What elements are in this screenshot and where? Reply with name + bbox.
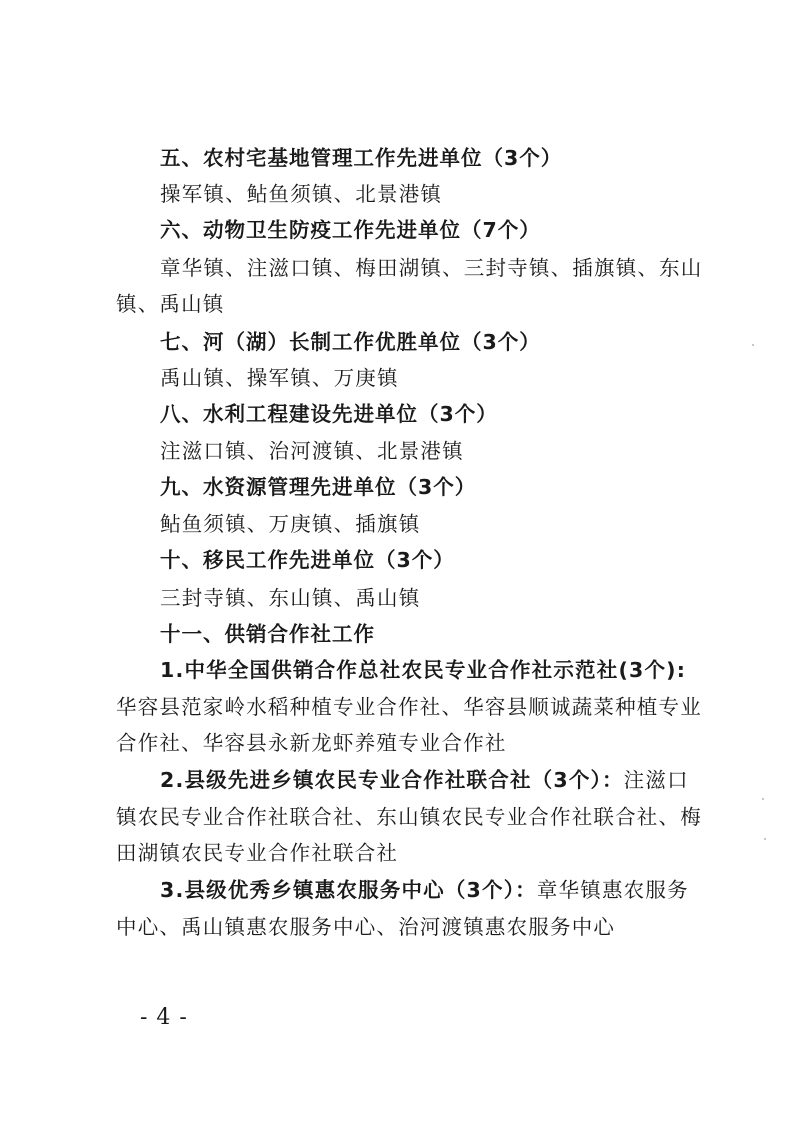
subitem-2-line1 [160, 762, 689, 798]
section-body-5: 操军镇、鲇鱼须镇、北景港镇 [160, 182, 443, 206]
section-heading-7: 七、河（湖）长制工作优胜单位（3个） [160, 330, 541, 354]
section-body-8: 注滋口镇、治河渡镇、北景港镇 [160, 439, 464, 463]
scan-speck [762, 798, 764, 800]
page-number: - 4 - [140, 1005, 188, 1030]
section-body-6-line1: 章华镇、注滋口镇、梅田湖镇、三封寺镇、插旗镇、东山 [160, 256, 703, 280]
subitem-1-line2: 华容县范家岭水稻种植专业合作社、华容县顺诚蔬菜种植专业 [116, 695, 702, 719]
section-heading-11: 十一、供销合作社工作 [160, 622, 375, 646]
subitem-2-line3: 田湖镇农民专业合作社联合社 [116, 841, 399, 865]
subitem-1-title: 1.中华全国供销合作总社农民专业合作社示范社(3个): [160, 658, 687, 682]
section-body-10: 三封寺镇、东山镇、禹山镇 [160, 586, 421, 610]
section-body-7: 禹山镇、操军镇、万庚镇 [160, 366, 399, 390]
section-body-9: 鲇鱼须镇、万庚镇、插旗镇 [160, 512, 421, 536]
subitem-2-title-tail: 注滋口 [623, 768, 689, 792]
subitem-3-title: 3.县级优秀乡镇惠农服务中心（3个）： [160, 878, 537, 902]
section-heading-8: 八、水利工程建设先进单位（3个） [160, 402, 498, 426]
section-body-6-line2: 镇、禹山镇 [116, 292, 225, 316]
subitem-3-line1 [160, 872, 689, 908]
subitem-3-title-tail: 章华镇惠农服务 [536, 878, 689, 902]
subitem-2-line2: 镇农民专业合作社联合社、东山镇农民专业合作社联合社、梅 [116, 805, 702, 829]
subitem-2-title: 2.县级先进乡镇农民专业合作社联合社（3个）： [160, 768, 624, 792]
scan-speck [764, 838, 766, 840]
subitem-3-line2: 中心、禹山镇惠农服务中心、治河渡镇惠农服务中心 [116, 915, 616, 939]
section-heading-10: 十、移民工作先进单位（3个） [160, 548, 455, 572]
section-heading-9: 九、水资源管理先进单位（3个） [160, 475, 477, 499]
subitem-1-line3: 合作社、华容县永新龙虾养殖专业合作社 [116, 731, 507, 755]
section-heading-5: 五、农村宅基地管理工作先进单位（3个） [160, 146, 563, 170]
section-heading-6: 六、动物卫生防疫工作先进单位（7个） [160, 218, 541, 242]
scan-speck [752, 344, 754, 346]
